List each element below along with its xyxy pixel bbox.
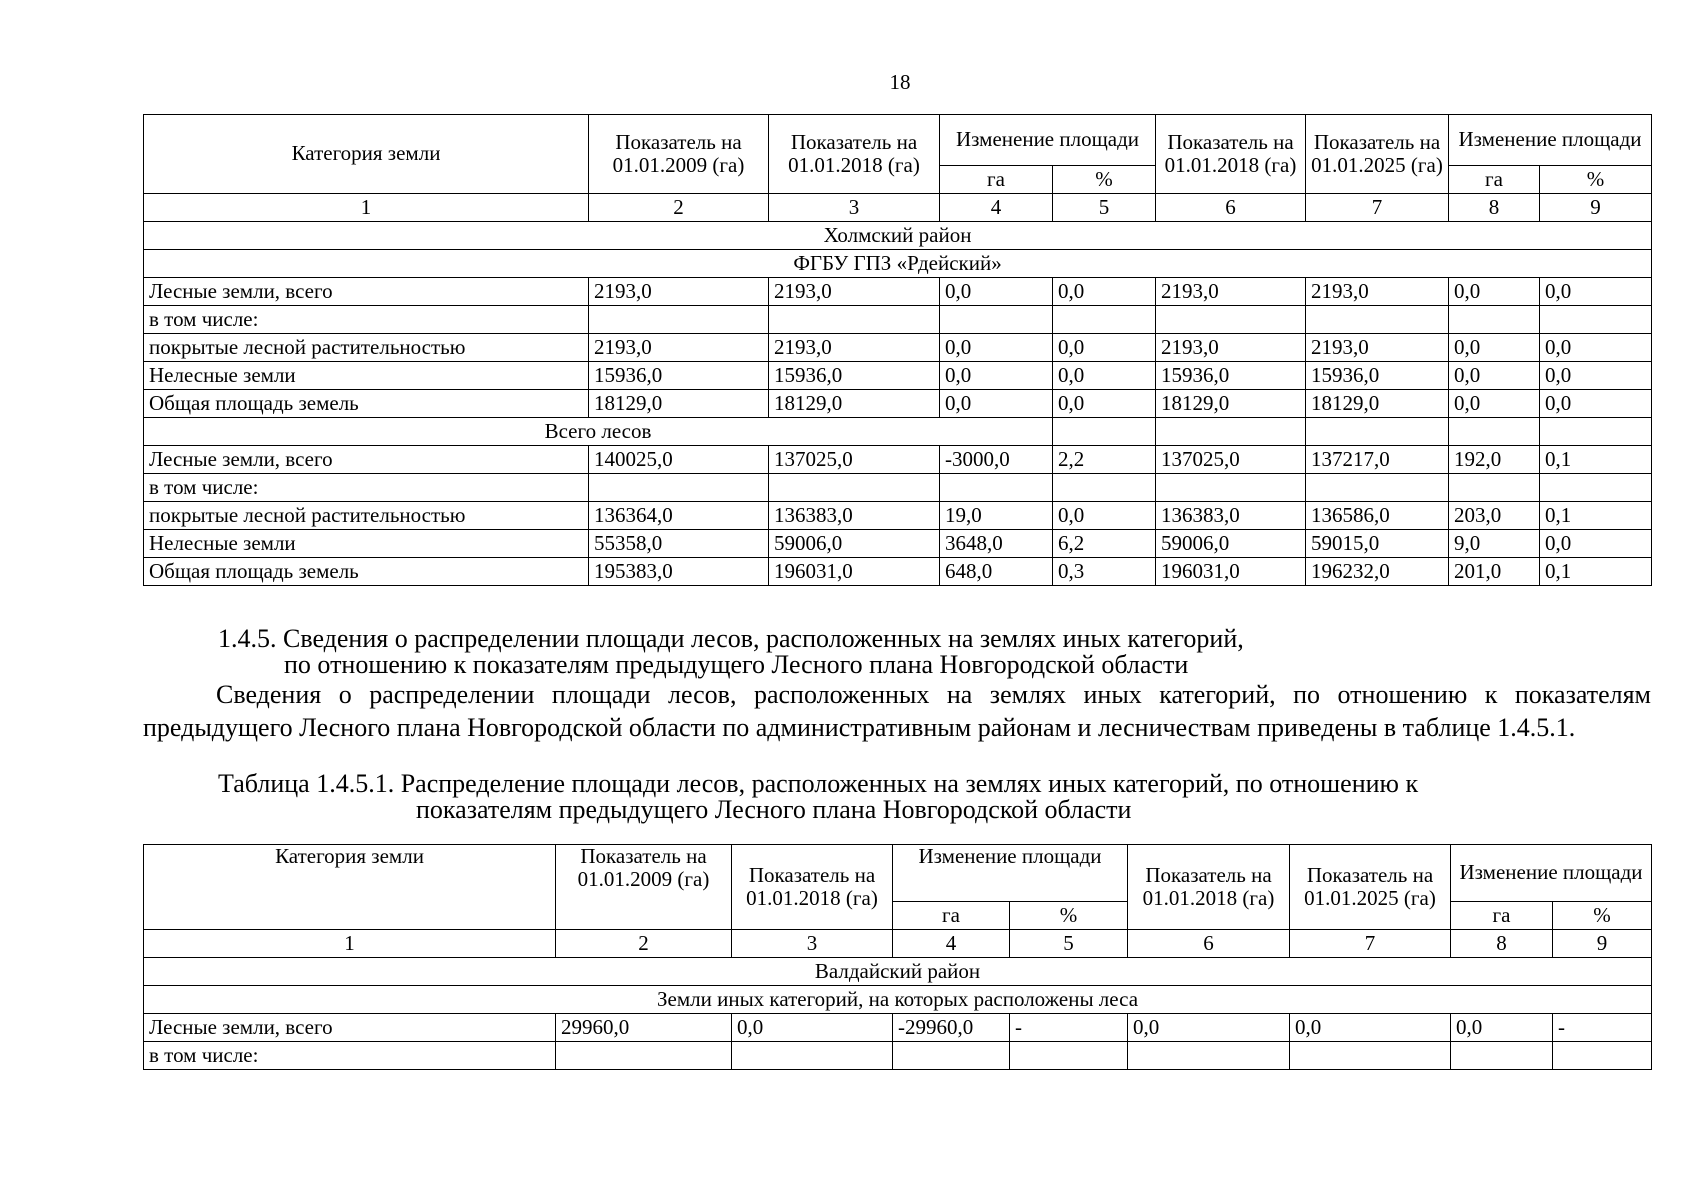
table-cell <box>893 1042 1010 1070</box>
column-number: 4 <box>940 194 1053 222</box>
table-cell: 3648,0 <box>940 530 1053 558</box>
table-cell <box>1306 474 1449 502</box>
header-area-change: Изменение площади <box>893 845 1128 902</box>
table-cell: 0,0 <box>1449 390 1540 418</box>
body-paragraph-text: Сведения о распределении площади лесов, расположенных на землях иных категорий, по отношению к показателям предыдущего Лесного плана Новгородской области по административным районам и лесничествам приведены в таблице 1.4.5.1. <box>143 680 1651 742</box>
table-cell: 59006,0 <box>769 530 940 558</box>
header-percent-2: % <box>1540 166 1652 194</box>
section-subheading: Земли иных категорий, на которых расположены леса <box>144 986 1652 1014</box>
table-row <box>144 474 1652 502</box>
column-number-row <box>144 194 1652 222</box>
table-cell <box>556 1042 732 1070</box>
table-cell: 648,0 <box>940 558 1053 586</box>
header-percent: % <box>1053 166 1156 194</box>
table-cell: 137025,0 <box>769 446 940 474</box>
table-cell: 195383,0 <box>589 558 769 586</box>
column-number: 3 <box>769 194 940 222</box>
table-cell: 192,0 <box>1449 446 1540 474</box>
row-label: покрытые лесной растительностью <box>144 334 589 362</box>
table-row <box>144 334 1652 362</box>
row-label: покрытые лесной растительностью <box>144 502 589 530</box>
table-cell: 0,0 <box>1053 502 1156 530</box>
section-district: Холмский район <box>144 222 1652 250</box>
table-cell: 0,3 <box>1053 558 1156 586</box>
column-number-row <box>144 930 1652 958</box>
table-row <box>144 530 1652 558</box>
table-cell: -3000,0 <box>940 446 1053 474</box>
table-cell: 0,0 <box>940 390 1053 418</box>
table-cell: 0,0 <box>940 334 1053 362</box>
header-area-change-2: Изменение площади <box>1451 845 1652 902</box>
table-cell: 0,0 <box>1449 334 1540 362</box>
table-row <box>144 362 1652 390</box>
table-cell <box>1128 1042 1290 1070</box>
table-cell: 0,1 <box>1540 558 1652 586</box>
table-cell: 0,0 <box>1540 390 1652 418</box>
table-cell: 15936,0 <box>1156 362 1306 390</box>
header-ha: га <box>940 166 1053 194</box>
table-cell: 140025,0 <box>589 446 769 474</box>
table-cell <box>1156 418 1306 446</box>
row-label: в том числе: <box>144 306 589 334</box>
table-row <box>144 306 1652 334</box>
table-cell: 2,2 <box>1053 446 1156 474</box>
table-cell: 18129,0 <box>1306 390 1449 418</box>
table-cell: 0,1 <box>1540 502 1652 530</box>
table-cell <box>1449 474 1540 502</box>
table-cell: 19,0 <box>940 502 1053 530</box>
row-label: Общая площадь земель <box>144 390 589 418</box>
table-cell: 0,0 <box>1540 362 1652 390</box>
column-number: 8 <box>1449 194 1540 222</box>
table-cell: 201,0 <box>1449 558 1540 586</box>
section-organization: ФГБУ ГПЗ «Рдейский» <box>144 250 1652 278</box>
table-cell: 18129,0 <box>1156 390 1306 418</box>
table-cell <box>589 306 769 334</box>
header-ha-2: га <box>1451 902 1553 930</box>
table-caption-line-2: показателям предыдущего Лесного плана Новгородской области <box>416 795 1132 824</box>
row-label: в том числе: <box>144 474 589 502</box>
header-indicator-2009: Показатель на 01.01.2009 (га) <box>556 845 732 930</box>
table-cell: 203,0 <box>1449 502 1540 530</box>
section-total-forests: Всего лесов <box>144 418 1053 446</box>
table-cell: 2193,0 <box>769 334 940 362</box>
header-indicator-2009: Показатель на 01.01.2009 (га) <box>589 115 769 194</box>
table-cell <box>940 306 1053 334</box>
table-row <box>144 502 1652 530</box>
table-cell <box>1540 306 1652 334</box>
header-area-change-2: Изменение площади <box>1449 115 1652 166</box>
table-cell: 2193,0 <box>589 334 769 362</box>
header-percent-2: % <box>1553 902 1652 930</box>
page-number: 18 <box>889 70 911 94</box>
table-cell: 59006,0 <box>1156 530 1306 558</box>
table-cell: 2193,0 <box>1156 334 1306 362</box>
column-number: 4 <box>893 930 1010 958</box>
table-cell <box>1053 306 1156 334</box>
table-cell: 55358,0 <box>589 530 769 558</box>
table-cell: 0,0 <box>940 362 1053 390</box>
column-number: 5 <box>1053 194 1156 222</box>
table-cell: 196031,0 <box>1156 558 1306 586</box>
table-row <box>144 1042 1652 1070</box>
table-rows-total <box>144 446 1652 586</box>
table-cell <box>1540 474 1652 502</box>
column-number: 9 <box>1540 194 1652 222</box>
table-cell: 0,0 <box>1540 530 1652 558</box>
table-cell: 0,0 <box>1053 278 1156 306</box>
column-number: 5 <box>1010 930 1128 958</box>
header-percent: % <box>1010 902 1128 930</box>
table-cell: 0,0 <box>940 278 1053 306</box>
column-number: 2 <box>556 930 732 958</box>
table-cell: 196031,0 <box>769 558 940 586</box>
table-rows-valday <box>144 1014 1652 1070</box>
table-cell <box>1156 474 1306 502</box>
table-cell <box>1553 1042 1652 1070</box>
land-category-table-valday <box>143 844 1652 1070</box>
table-cell: 15936,0 <box>769 362 940 390</box>
column-number: 9 <box>1553 930 1652 958</box>
table-cell <box>1053 474 1156 502</box>
table-cell: 6,2 <box>1053 530 1156 558</box>
table-cell: 29960,0 <box>556 1014 732 1042</box>
row-label: Нелесные земли <box>144 530 589 558</box>
table-cell <box>1156 306 1306 334</box>
row-label: Нелесные земли <box>144 362 589 390</box>
table-cell: 18129,0 <box>589 390 769 418</box>
header-indicator-2018-b: Показатель на 01.01.2018 (га) <box>1156 115 1306 194</box>
table-cell: 137025,0 <box>1156 446 1306 474</box>
land-category-table-kholm <box>143 114 1652 586</box>
column-number: 8 <box>1451 930 1553 958</box>
column-number: 1 <box>144 930 556 958</box>
table-cell: 137217,0 <box>1306 446 1449 474</box>
table-cell: 0,0 <box>732 1014 893 1042</box>
table-cell <box>940 474 1053 502</box>
table-cell: 0,0 <box>1449 362 1540 390</box>
table-cell: 0,0 <box>1449 278 1540 306</box>
table-row <box>144 390 1652 418</box>
column-number: 3 <box>732 930 893 958</box>
table-cell: 9,0 <box>1449 530 1540 558</box>
table-cell: 136383,0 <box>1156 502 1306 530</box>
table-cell <box>1290 1042 1451 1070</box>
table-cell: 2193,0 <box>1156 278 1306 306</box>
table-row <box>144 1014 1652 1042</box>
table-row <box>144 278 1652 306</box>
table-caption <box>218 771 1418 823</box>
table-cell: 0,0 <box>1451 1014 1553 1042</box>
table-cell <box>1449 306 1540 334</box>
table-cell: 0,0 <box>1053 362 1156 390</box>
column-number: 6 <box>1128 930 1290 958</box>
table-cell: 0,0 <box>1128 1014 1290 1042</box>
row-label: Лесные земли, всего <box>144 278 589 306</box>
column-number: 7 <box>1306 194 1449 222</box>
row-label: в том числе: <box>144 1042 556 1070</box>
header-indicator-2018: Показатель на 01.01.2018 (га) <box>732 845 893 930</box>
header-category: Категория земли <box>144 845 556 930</box>
body-paragraph <box>143 678 1651 744</box>
section-heading-line-1: 1.4.5. Сведения о распределении площади лесов, расположенных на землях иных категорий, <box>218 624 1244 653</box>
section-heading <box>218 626 1244 678</box>
table-cell <box>1451 1042 1553 1070</box>
table-cell: - <box>1010 1014 1128 1042</box>
table-cell: 15936,0 <box>1306 362 1449 390</box>
row-label: Общая площадь земель <box>144 558 589 586</box>
table-cell: 136364,0 <box>589 502 769 530</box>
table-cell: 136383,0 <box>769 502 940 530</box>
section-heading-line-2: по отношению к показателям предыдущего Лесного плана Новгородской области <box>284 650 1189 679</box>
table-cell: 196232,0 <box>1306 558 1449 586</box>
table-cell: 15936,0 <box>589 362 769 390</box>
table-cell <box>1306 418 1449 446</box>
table-cell: 59015,0 <box>1306 530 1449 558</box>
row-label: Лесные земли, всего <box>144 1014 556 1042</box>
table-cell: 18129,0 <box>769 390 940 418</box>
table-cell: 2193,0 <box>1306 334 1449 362</box>
table-cell <box>589 474 769 502</box>
header-area-change: Изменение площади <box>940 115 1156 166</box>
table-cell <box>732 1042 893 1070</box>
table-cell <box>769 474 940 502</box>
table-caption-line-1: Таблица 1.4.5.1. Распределение площади лесов, расположенных на землях иных категорий, по отношению к <box>218 769 1419 798</box>
table-row <box>144 446 1652 474</box>
table-cell: -29960,0 <box>893 1014 1010 1042</box>
table-row <box>144 558 1652 586</box>
table-cell <box>1010 1042 1128 1070</box>
table-cell: 136586,0 <box>1306 502 1449 530</box>
header-indicator-2018: Показатель на 01.01.2018 (га) <box>769 115 940 194</box>
column-number: 1 <box>144 194 589 222</box>
table-cell <box>1053 418 1156 446</box>
table-cell: 0,0 <box>1540 278 1652 306</box>
row-label: Лесные земли, всего <box>144 446 589 474</box>
section-district: Валдайский район <box>144 958 1652 986</box>
table-cell: 0,0 <box>1053 390 1156 418</box>
table-rows-rdeysky <box>144 278 1652 418</box>
table-cell: 2193,0 <box>1306 278 1449 306</box>
column-number: 6 <box>1156 194 1306 222</box>
header-indicator-2025: Показатель на 01.01.2025 (га) <box>1306 115 1449 194</box>
table-cell <box>769 306 940 334</box>
header-indicator-2018-b: Показатель на 01.01.2018 (га) <box>1128 845 1290 930</box>
header-ha-2: га <box>1449 166 1540 194</box>
table-cell <box>1449 418 1540 446</box>
header-category: Категория земли <box>144 115 589 194</box>
table-cell <box>1306 306 1449 334</box>
table-cell: 0,0 <box>1540 334 1652 362</box>
header-ha: га <box>893 902 1010 930</box>
table-cell: 2193,0 <box>589 278 769 306</box>
table-cell: - <box>1553 1014 1652 1042</box>
table-cell: 0,1 <box>1540 446 1652 474</box>
column-number: 7 <box>1290 930 1451 958</box>
table-cell: 0,0 <box>1290 1014 1451 1042</box>
table-cell: 2193,0 <box>769 278 940 306</box>
header-indicator-2025: Показатель на 01.01.2025 (га) <box>1290 845 1451 930</box>
table-cell: 0,0 <box>1053 334 1156 362</box>
column-number: 2 <box>589 194 769 222</box>
table-cell <box>1540 418 1652 446</box>
